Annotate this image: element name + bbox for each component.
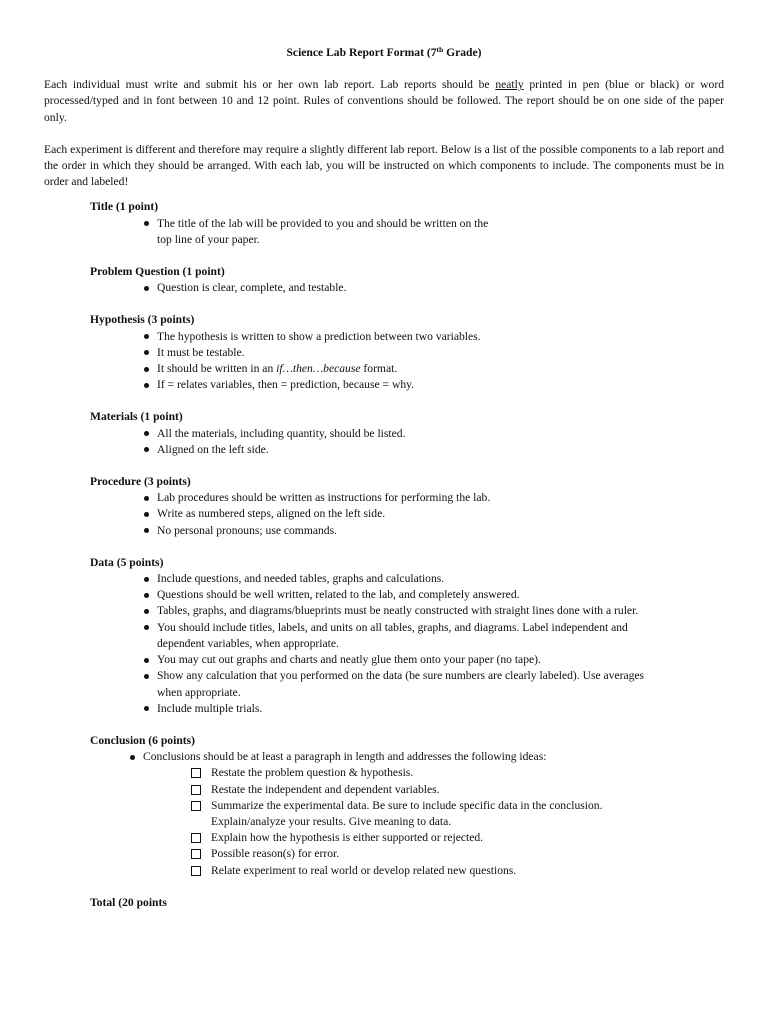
total-points: Total (20 points — [90, 895, 167, 909]
section-procedure — [90, 474, 724, 539]
bullet-item — [157, 377, 724, 393]
checklist-text: Relate experiment to real world or develop related new questions. — [211, 863, 517, 877]
checklist-item — [211, 863, 724, 879]
bullet-icon — [144, 496, 149, 501]
section-data — [90, 555, 724, 717]
bullet-list — [90, 426, 724, 458]
bullet-item — [143, 749, 724, 879]
bullet-text-continued: dependent variables, when appropriate. — [157, 636, 339, 650]
section-conclusion — [90, 733, 724, 879]
bullet-item — [157, 620, 724, 652]
bullet-text: No personal pronouns; use commands. — [157, 523, 337, 537]
checklist-item — [211, 846, 724, 862]
bullet-item — [157, 216, 724, 248]
bullet-icon — [144, 221, 149, 226]
checklist-item — [211, 782, 724, 798]
bullet-text: The title of the lab will be provided to you and should be written on the — [157, 216, 489, 230]
bullet-list — [90, 571, 724, 717]
bullet-item — [157, 426, 724, 442]
checklist-text: Restate the problem question & hypothesis. — [211, 766, 414, 780]
bullet-text-end: format. — [360, 362, 398, 376]
checkbox-icon — [191, 801, 201, 811]
bullet-icon — [144, 383, 149, 388]
section-problem-question — [90, 264, 724, 296]
section-materials — [90, 409, 724, 458]
bullet-list — [90, 216, 724, 248]
checklist-text-continued: Explain/analyze your results. Give meaning to data. — [211, 814, 452, 828]
title-main: Science Lab Report Format (7 — [286, 46, 437, 59]
checklist-item — [211, 765, 724, 781]
checklist — [143, 765, 724, 878]
bullet-list — [90, 490, 724, 539]
bullet-item — [157, 652, 724, 668]
bullet-icon — [144, 528, 149, 533]
bullet-item — [157, 603, 724, 619]
bullet-icon — [144, 674, 149, 679]
bullet-text: Question is clear, complete, and testable. — [157, 281, 347, 295]
bullet-item — [157, 361, 724, 377]
bullet-text: Conclusions should be at least a paragraph in length and addresses the following ideas: — [143, 750, 547, 764]
bullet-item — [157, 345, 724, 361]
bullet-item — [157, 442, 724, 458]
section-heading: Conclusion (6 points) — [90, 733, 196, 747]
bullet-icon — [144, 447, 149, 452]
title-superscript: th — [436, 45, 444, 54]
bullet-icon — [144, 512, 149, 517]
bullet-text: Questions should be well written, related to the lab, and completely answered. — [157, 588, 520, 602]
bullet-text: If = relates variables, then = prediction, because = why. — [157, 378, 415, 392]
bullet-text: It must be testable. — [157, 345, 245, 359]
bullet-text: Include multiple trials. — [157, 701, 263, 715]
bullet-text: Write as numbered steps, aligned on the left side. — [157, 507, 386, 521]
document-page — [44, 45, 724, 911]
bullet-icon — [144, 706, 149, 711]
bullet-text-continued: top line of your paper. — [157, 232, 260, 246]
bullet-item — [157, 571, 724, 587]
bullet-item — [157, 329, 724, 345]
section-title — [90, 199, 724, 248]
section-heading: Materials (1 point) — [90, 410, 183, 424]
bullet-text: The hypothesis is written to show a prediction between two variables. — [157, 329, 481, 343]
checklist-text: Restate the independent and dependent variables. — [211, 782, 440, 796]
bullet-text: It should be written in an — [157, 362, 277, 376]
bullet-text: All the materials, including quantity, should be listed. — [157, 426, 406, 440]
bullet-list — [90, 329, 724, 394]
bullet-text: You may cut out graphs and charts and neatly glue them onto your paper (no tape). — [157, 653, 541, 667]
bullet-text: Show any calculation that you performed on the data (be sure numbers are clearly labeled). Use averages — [157, 669, 645, 683]
bullet-text: Include questions, and needed tables, graphs and calculations. — [157, 572, 445, 586]
checklist-text: Possible reason(s) for error. — [211, 847, 340, 861]
checkbox-icon — [191, 833, 201, 843]
bullet-icon — [144, 593, 149, 598]
bullet-icon — [144, 609, 149, 614]
checkbox-icon — [191, 849, 201, 859]
bullet-item — [157, 587, 724, 603]
bullet-icon — [144, 658, 149, 663]
bullet-icon — [144, 625, 149, 630]
checklist-text: Summarize the experimental data. Be sure to include specific data in the conclusion. — [211, 798, 603, 812]
bullet-icon — [144, 367, 149, 372]
bullet-item — [157, 668, 724, 700]
bullet-icon — [144, 350, 149, 355]
bullet-text-italic: if…then…because — [276, 362, 361, 376]
bullet-text: Lab procedures should be written as instructions for performing the lab. — [157, 491, 491, 505]
bullet-text-continued: when appropriate. — [157, 685, 241, 699]
bullet-text: Tables, graphs, and diagrams/blueprints must be neatly constructed with straight lines done with a ruler. — [157, 604, 639, 618]
checklist-item — [211, 798, 724, 830]
section-heading: Hypothesis (3 points) — [90, 313, 195, 327]
bullet-list — [90, 280, 724, 296]
bullet-icon — [144, 577, 149, 582]
bullet-list — [90, 749, 724, 879]
section-hypothesis — [90, 312, 724, 393]
section-heading: Data (5 points) — [90, 555, 164, 569]
intro-paragraph-2: Each experiment is different and therefore may require a slightly different lab report. Below is a list of the possible components to a lab report and the order in which they should be arranged. With each lab, you will be instructed on which components to include. The components must be in order and labeled! — [44, 142, 724, 189]
section-heading: Problem Question (1 point) — [90, 265, 225, 279]
intro1-underlined: neatly — [495, 78, 524, 92]
page-title — [44, 45, 724, 61]
section-heading: Procedure (3 points) — [90, 475, 191, 489]
bullet-item — [157, 701, 724, 717]
intro1-text-a: Each individual must write and submit his or her own lab report. Lab reports should be — [44, 78, 496, 92]
bullet-icon — [144, 286, 149, 291]
bullet-text: Aligned on the left side. — [157, 442, 269, 456]
bullet-icon — [144, 431, 149, 436]
intro-paragraph-1 — [44, 77, 724, 126]
bullet-text: You should include titles, labels, and units on all tables, graphs, and diagrams. Label independent and — [157, 620, 628, 634]
bullet-item — [157, 506, 724, 522]
checklist-item — [211, 830, 724, 846]
intro1-text-b: printed in pen (blue or black) or word processed/typed and in font between 10 and 12 point. Rules of conventions should be followed. The report should be on one side of the paper only. — [44, 78, 724, 124]
bullet-icon — [130, 755, 135, 760]
bullet-item — [157, 280, 724, 296]
checkbox-icon — [191, 768, 201, 778]
section-heading: Title (1 point) — [90, 200, 159, 214]
title-end: Grade) — [443, 46, 482, 59]
checkbox-icon — [191, 866, 201, 876]
bullet-icon — [144, 334, 149, 339]
checkbox-icon — [191, 785, 201, 795]
bullet-item — [157, 490, 724, 506]
checklist-text: Explain how the hypothesis is either supported or rejected. — [211, 831, 484, 845]
bullet-item — [157, 523, 724, 539]
